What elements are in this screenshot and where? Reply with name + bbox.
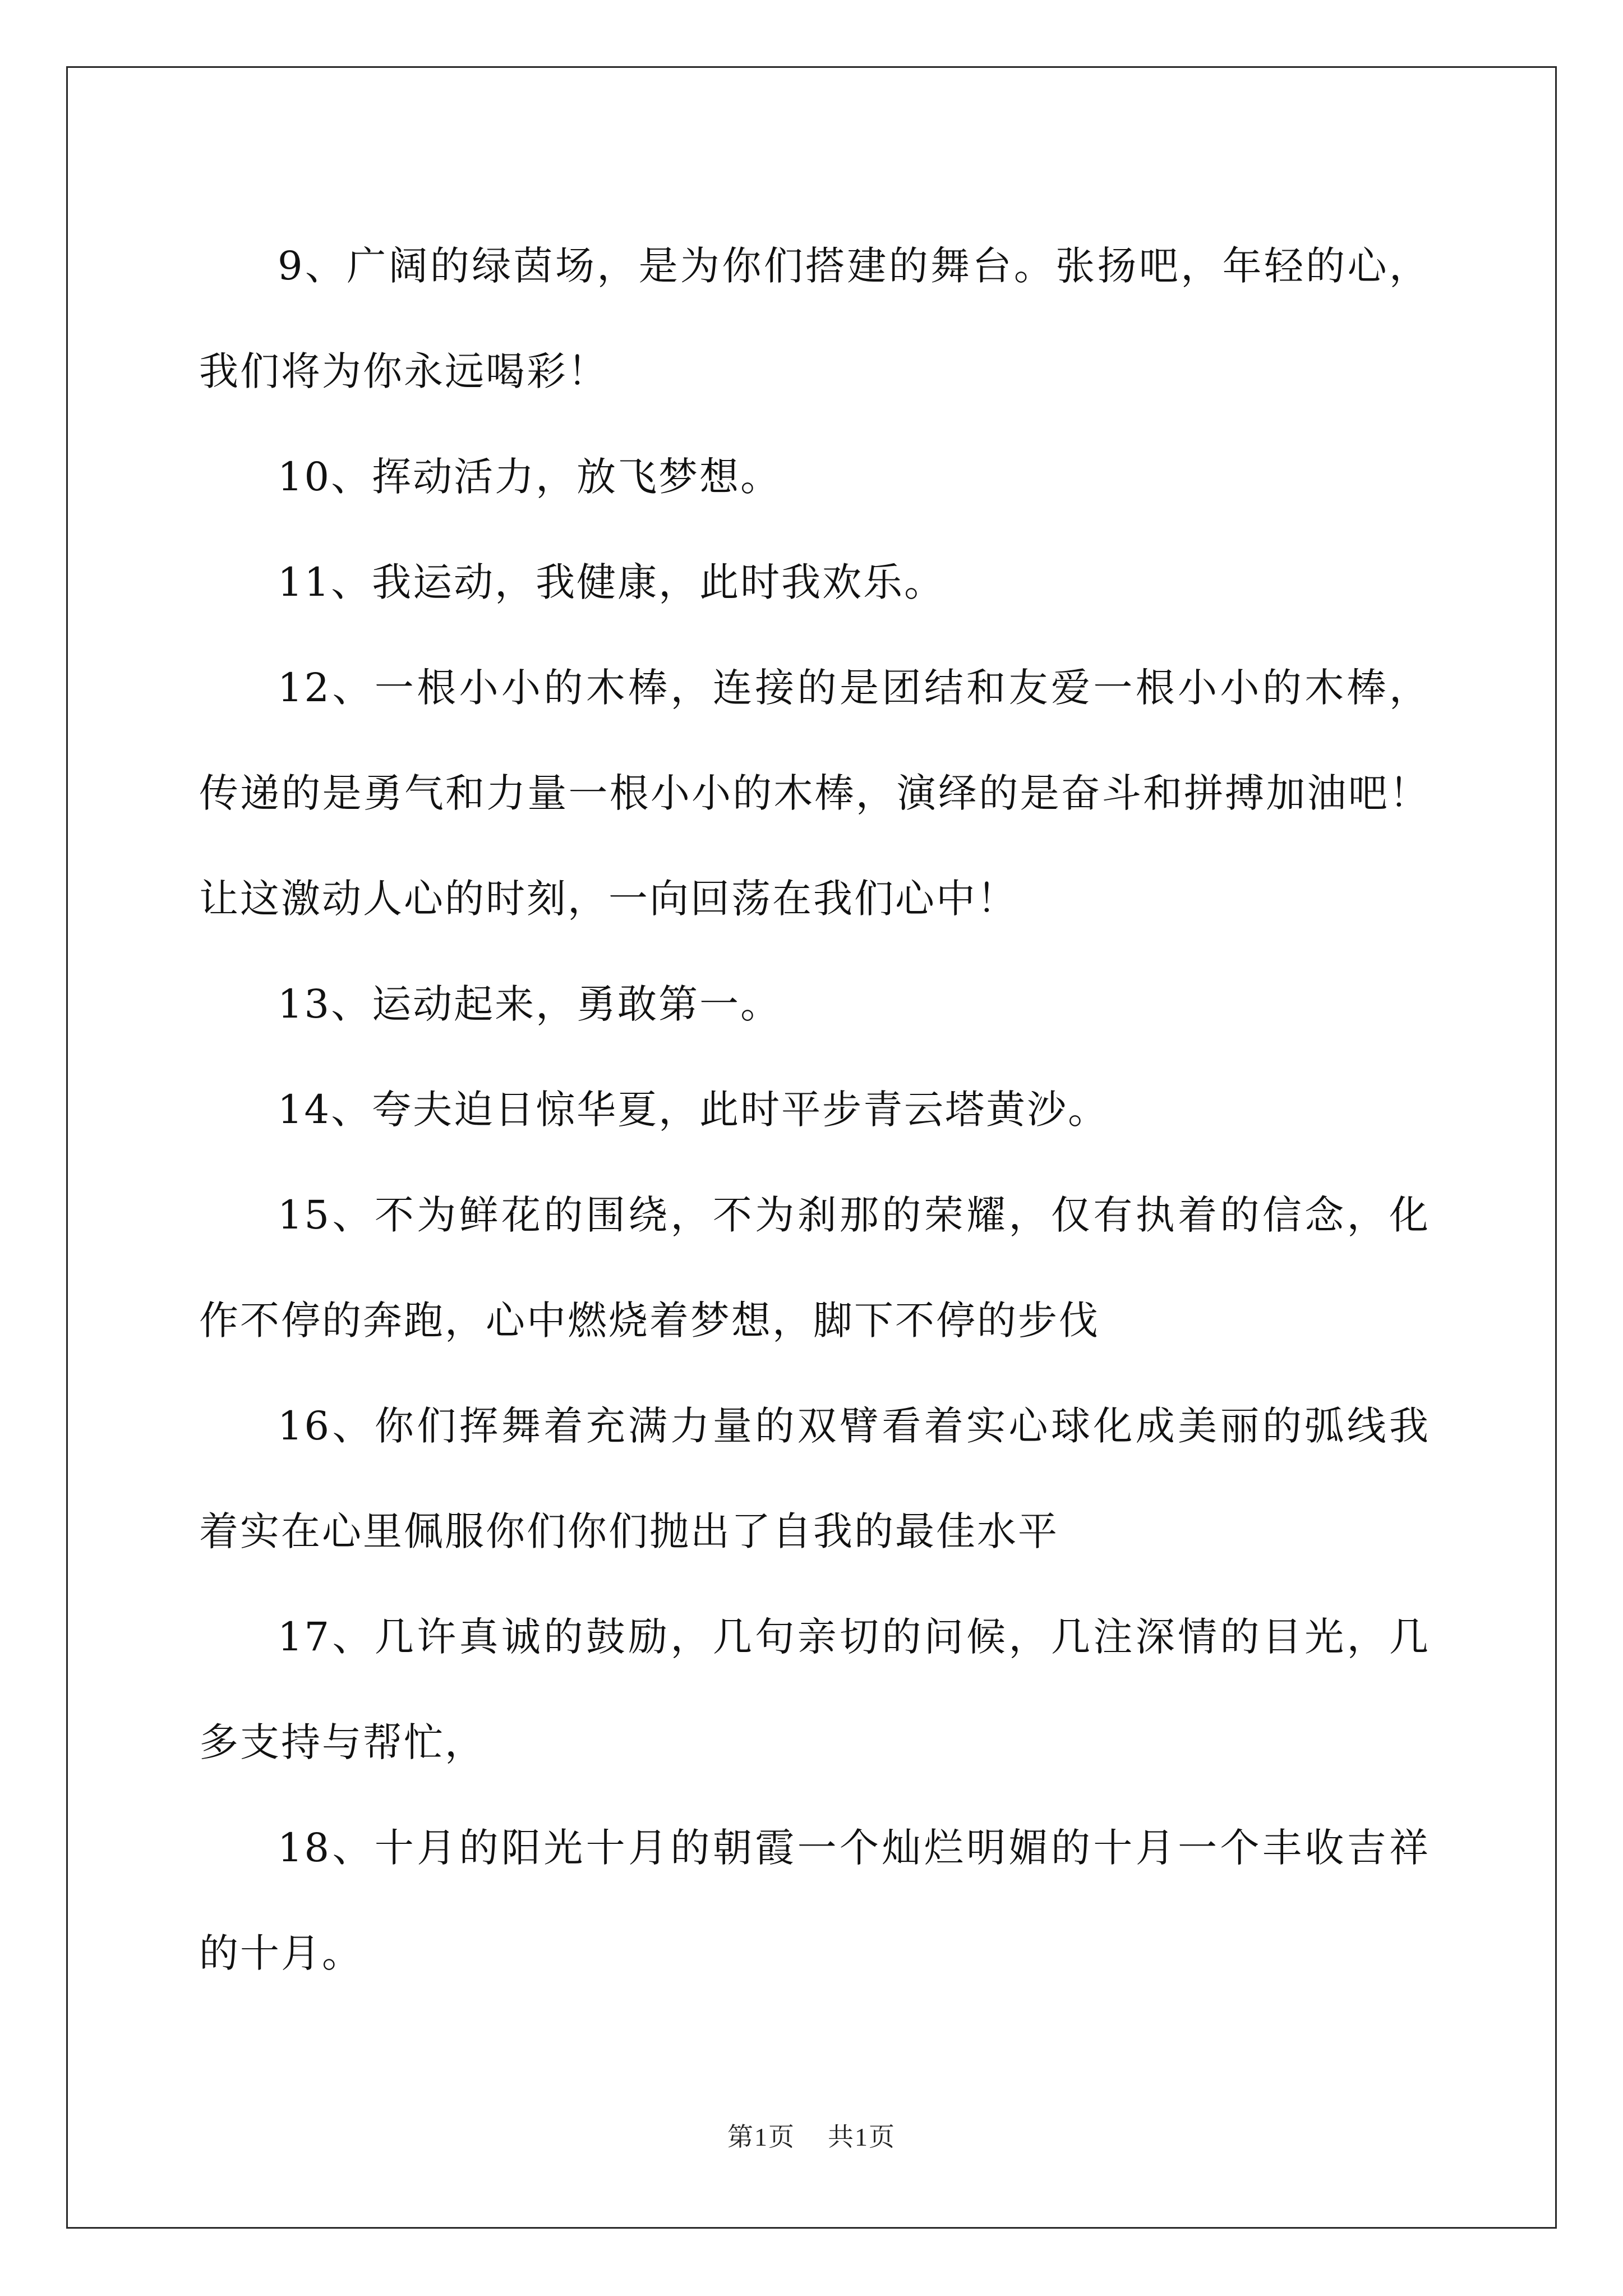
paragraph-14: 14、夸夫迫日惊华夏，此时平步青云塔黄沙。 (278, 1087, 1109, 1133)
paragraph-16: 16、你们挥舞着充满力量的双臂看着实心球化成美丽的弧线我着实在心里佩服你们你们抛出了自我的最佳水平 (199, 1403, 1430, 1554)
page-footer (0, 2116, 1623, 2154)
paragraph-13: 13、运动起来，勇敢第一。 (278, 981, 782, 1027)
paragraph-10: 10、挥动活力，放飞梦想。 (278, 454, 782, 500)
page-total: 共1页 (828, 2123, 896, 2151)
paragraph-18: 18、十月的阳光十月的朝霞一个灿烂明媚的十月一个丰收吉祥的十月。 (199, 1825, 1430, 1976)
paragraph-12: 12、一根小小的木棒，连接的是团结和友爱一根小小的木棒，传递的是勇气和力量一根小小的木棒，演绎的是奋斗和拼搏加油吧！让这激动人心的时刻，一向回荡在我们心中！ (199, 665, 1430, 922)
paragraph-11: 11、我运动，我健康，此时我欢乐。 (278, 559, 946, 605)
paragraph-15: 15、不为鲜花的围绕，不为刹那的荣耀，仅有执着的信念，化作不停的奔跑，心中燃烧着梦想，脚下不停的步伐 (199, 1192, 1430, 1343)
paragraph-9: 9、广阔的绿茵场，是为你们搭建的舞台。张扬吧，年轻的心，我们将为你永远喝彩！ (199, 243, 1430, 394)
page-number: 第1页 (727, 2123, 795, 2151)
document-body (199, 213, 1430, 2006)
paragraph-17: 17、几许真诚的鼓励，几句亲切的问候，几注深情的目光，几多支持与帮忙， (199, 1614, 1430, 1765)
